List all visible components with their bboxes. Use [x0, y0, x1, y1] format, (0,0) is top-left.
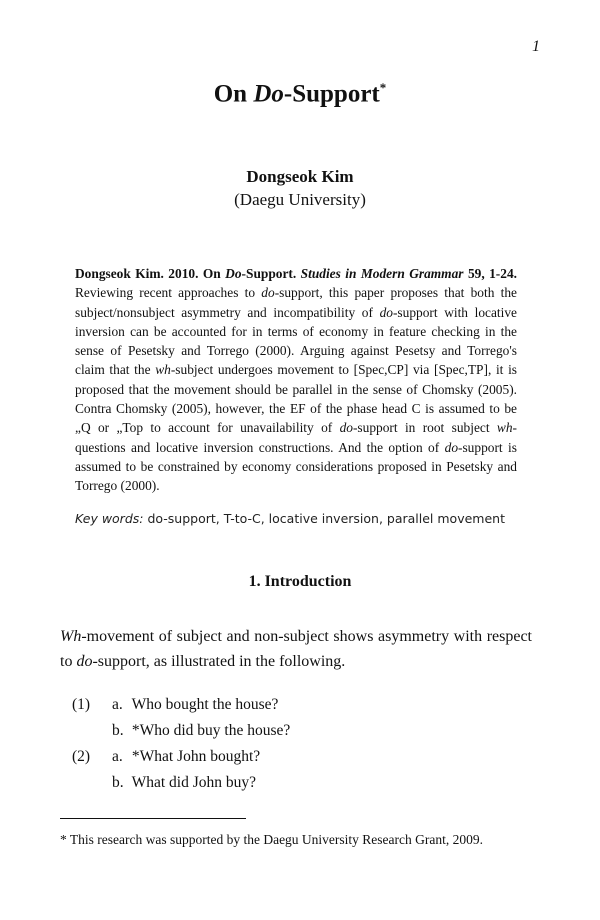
intro-paragraph: [60, 624, 532, 674]
abstract-italic-4: do: [339, 420, 353, 436]
ref-journal: Studies in Modern Grammar: [300, 266, 464, 281]
abstract-text-4: -subject undergoes movement to [Spec,CP] via [Spec,TP], it is proposed that the movement should be parallel in the sense of Chomsky (2005). Contra Chomsky (2005), however, the EF of the phase head C is assumed to be „Q or „Top to account for unavailability of: [75, 362, 517, 436]
title-italic: Do: [253, 80, 284, 108]
example-item: [72, 770, 290, 796]
example-letter: a.: [112, 696, 123, 713]
intro-text-2: -support, as illustrated in the following.: [92, 653, 346, 670]
abstract-text-7: -support is assumed to be constrained by economy considerations proposed in Pesetsky and Torrego (2000).: [75, 439, 517, 494]
author-affiliation: (Daegu University): [234, 190, 366, 209]
example-item: [72, 744, 290, 770]
example-sentence: Who bought the house?: [131, 696, 279, 713]
abstract-text-2: -support, this paper proposes that both the subject/nonsubject asymmetry and incompatibility of: [75, 285, 517, 320]
abstract-italic-1: do: [261, 285, 275, 301]
ref-title-rest: -Support.: [241, 266, 301, 281]
keywords-line: [75, 511, 525, 526]
example-sentence: *What John bought?: [131, 748, 261, 765]
intro-italic-1: Wh: [60, 628, 82, 645]
abstract-text-3: -support with locative inversion can be accounted for in terms of economy in feature checking in the sense of Pesetsky and Torrego (2000). Arguing against Pesetsy and Torrego's claim that the: [75, 304, 518, 378]
abstract-text-5: -support in root subject: [352, 420, 497, 436]
abstract-italic-5: wh: [496, 420, 513, 436]
example-letter: b.: [112, 774, 124, 791]
example-sentence: What did John buy?: [131, 774, 257, 791]
ref-author-year: Dongseok Kim. 2010. On: [75, 266, 226, 281]
abstract-reference: [75, 266, 517, 281]
ref-title-italic: Do: [225, 266, 242, 281]
paper-title: [0, 80, 600, 108]
example-list: [72, 692, 290, 796]
abstract-text-1: Reviewing recent approaches to: [75, 285, 262, 301]
example-item: [72, 718, 290, 744]
footnote: * This research was supported by the Daegu University Research Grant, 2009.: [60, 832, 484, 847]
page-number: 1: [532, 38, 540, 55]
abstract-text-6: -questions and locative inversion constructions. And the option of: [75, 420, 518, 455]
keywords-text: do-support, T-to-C, locative inversion, parallel movement: [143, 511, 505, 526]
example-letter: b.: [112, 722, 124, 739]
abstract-italic-6: do: [444, 439, 459, 455]
keywords-label: Key words:: [75, 511, 144, 526]
example-number: (1): [72, 696, 91, 713]
example-letter: a.: [112, 748, 123, 765]
title-prefix: On: [213, 80, 254, 108]
intro-text-1: -movement of subject and non-subject shows asymmetry with respect to: [60, 628, 532, 670]
title-suffix: -Support: [283, 80, 380, 108]
abstract-italic-3: wh: [155, 362, 171, 378]
example-sentence: *Who did buy the house?: [131, 722, 291, 739]
ref-volume: 59, 1-24.: [463, 266, 518, 281]
abstract-italic-2: do: [379, 304, 393, 320]
example-number: (2): [72, 748, 91, 765]
section-heading: 1. Introduction: [248, 573, 352, 590]
footnote-divider: [60, 818, 246, 819]
author-name: Dongseok Kim: [246, 167, 354, 186]
title-footnote-mark: *: [379, 80, 387, 95]
intro-italic-2: do: [76, 653, 93, 670]
abstract: [75, 264, 517, 496]
example-item: [72, 692, 290, 718]
